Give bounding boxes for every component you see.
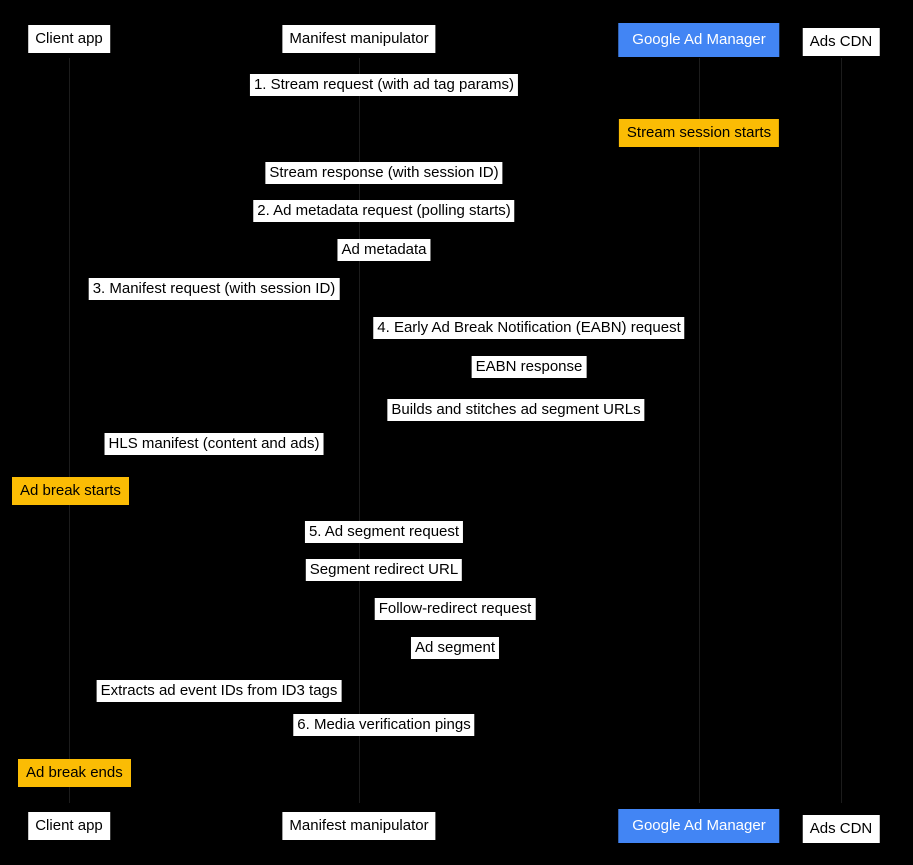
message-ad-metadata: Ad metadata <box>337 239 430 261</box>
lifeline-google-ad-manager <box>699 58 700 803</box>
actor-top-manifest-manipulator: Manifest manipulator <box>282 25 435 53</box>
message-media-verification-pings: 6. Media verification pings <box>293 714 474 736</box>
actor-top-client-app: Client app <box>28 25 110 53</box>
actor-top-ads-cdn: Ads CDN <box>803 28 880 56</box>
actor-bottom-manifest-manipulator: Manifest manipulator <box>282 812 435 840</box>
message-ad-segment-request: 5. Ad segment request <box>305 521 463 543</box>
note-ad-break-starts: Ad break starts <box>12 477 129 505</box>
message-ad-metadata-request: 2. Ad metadata request (polling starts) <box>253 200 514 222</box>
message-stream-response: Stream response (with session ID) <box>265 162 502 184</box>
note-ad-break-ends: Ad break ends <box>18 759 131 787</box>
message-manifest-request: 3. Manifest request (with session ID) <box>89 278 340 300</box>
message-builds-and-stitches: Builds and stitches ad segment URLs <box>387 399 644 421</box>
message-eabn-request: 4. Early Ad Break Notification (EABN) request <box>373 317 684 339</box>
message-extracts-ad-event-ids: Extracts ad event IDs from ID3 tags <box>97 680 342 702</box>
actor-bottom-ads-cdn: Ads CDN <box>803 815 880 843</box>
message-ad-segment: Ad segment <box>411 637 499 659</box>
lifeline-client-app <box>69 58 70 803</box>
message-hls-manifest: HLS manifest (content and ads) <box>105 433 324 455</box>
note-stream-session-starts: Stream session starts <box>619 119 779 147</box>
message-follow-redirect-request: Follow-redirect request <box>375 598 536 620</box>
actor-bottom-google-ad-manager: Google Ad Manager <box>618 809 779 843</box>
message-stream-request: 1. Stream request (with ad tag params) <box>250 74 518 96</box>
actor-top-google-ad-manager: Google Ad Manager <box>618 23 779 57</box>
message-eabn-response: EABN response <box>472 356 587 378</box>
message-segment-redirect-url: Segment redirect URL <box>306 559 462 581</box>
actor-bottom-client-app: Client app <box>28 812 110 840</box>
lifeline-ads-cdn <box>841 58 842 803</box>
